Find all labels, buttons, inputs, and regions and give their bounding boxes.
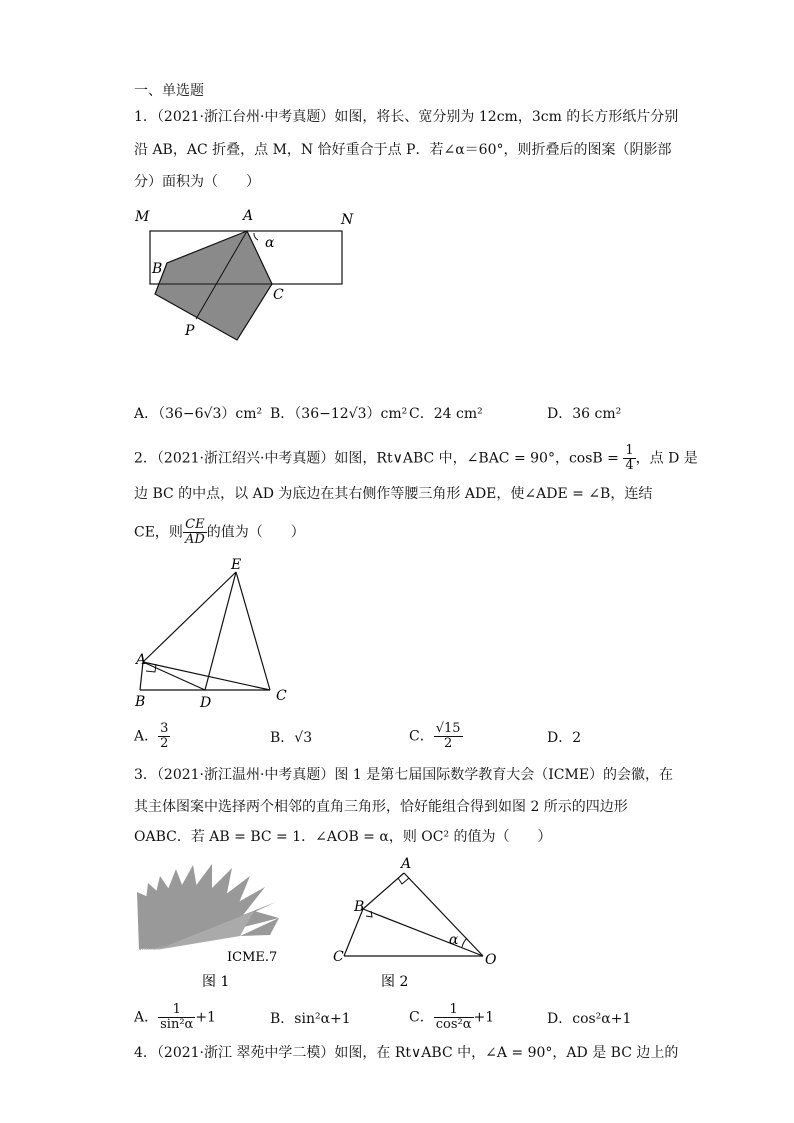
q3-option-a-den: sin²α xyxy=(160,1017,194,1032)
q3-angle-arc xyxy=(462,938,467,947)
q3-option-a-fraction xyxy=(158,1003,195,1032)
q1-label-alpha: α xyxy=(265,235,275,251)
q2-label-C: C xyxy=(276,688,287,704)
q2-label-E: E xyxy=(231,557,242,573)
q2-text-post: 的值为（ ） xyxy=(206,524,305,541)
q3-label-O: O xyxy=(485,952,497,968)
q1-label-C: C xyxy=(273,287,284,303)
q1-option-d: D．36 cm² xyxy=(547,406,622,422)
q2-option-b: B．√3 xyxy=(270,730,313,746)
q2-text-end: ，点 D 是 xyxy=(635,450,698,467)
q2-ratio-den: AD xyxy=(184,532,205,547)
q3-option-a-label: A． xyxy=(134,1009,159,1026)
q3-label-C: C xyxy=(333,949,344,965)
section-title: 一、单选题 xyxy=(134,83,204,99)
q2-text-pre: CE，则 xyxy=(134,524,183,541)
q2-label-D: D xyxy=(200,695,212,711)
q1-option-c: C．24 cm² xyxy=(409,406,483,422)
q2-text-start: 2．（2021·浙江绍兴·中考真题）如图，Rt∨ABC 中，∠BAC = 90°，cosB = xyxy=(134,450,624,467)
q3-option-a xyxy=(134,1003,216,1032)
q2-option-c-label: C． xyxy=(409,728,434,745)
q3-logo-text: ICME.7 xyxy=(227,950,278,965)
q3-text-line3: OABC．若 AB = BC = 1．∠AOB = α，则 OC² 的值为（ ） xyxy=(134,829,552,845)
q3-text-line1: 3．（2021·浙江温州·中考真题）图 1 是第七届国际数学教育大会（ICME）的会徽，在 xyxy=(134,767,674,783)
q3-option-c-label: C． xyxy=(409,1009,434,1026)
q1-label-M: M xyxy=(135,209,150,225)
q3-option-c-den: cos²α xyxy=(435,1017,472,1032)
q2-option-a-num: 3 xyxy=(160,721,169,736)
q1-text-line3: 分）面积为（ ） xyxy=(134,174,260,190)
q3-right-angle-A xyxy=(398,878,409,884)
q3-fig1-caption: 图 1 xyxy=(202,974,230,990)
q2-option-a-label: A． xyxy=(134,728,159,745)
q3-option-c-num: 1 xyxy=(434,1003,474,1018)
q3-option-c xyxy=(409,1003,494,1032)
q4-text-line1: 4．（2021·浙江 翠苑中学二模）如图，在 Rt∨ABC 中，∠A = 90°，AD 是 BC 边上的 xyxy=(134,1045,679,1061)
q2-label-A: A xyxy=(136,652,147,668)
q3-seg-CB xyxy=(344,909,363,956)
q2-ratio-num: CE xyxy=(183,518,207,533)
q3-seg-BO xyxy=(363,909,483,956)
q3-option-a-num: 1 xyxy=(158,1003,195,1018)
q1-option-b: B．（36−12√3）cm² xyxy=(270,406,408,422)
q2-cos-den: 4 xyxy=(625,458,634,473)
q1-label-A: A xyxy=(243,208,254,224)
q2-option-a-den: 2 xyxy=(160,736,169,751)
q3-option-b: B．sin²α+1 xyxy=(270,1011,351,1027)
q2-option-d: D．2 xyxy=(547,730,582,746)
q2-label-B: B xyxy=(135,694,146,710)
q2-option-c-num: √15 xyxy=(435,721,461,736)
q3-label-B: B xyxy=(354,899,365,915)
q1-text-line2: 沿 AB，AC 折叠，点 M，N 恰好重合于点 P．若∠α＝60°，则折叠后的图案（阴影部 xyxy=(134,142,672,158)
q2-cos-num: 1 xyxy=(625,443,634,458)
q1-text-line1: 1．（2021·浙江台州·中考真题）如图，将长、宽分别为 12cm，3cm 的长方形纸片分别 xyxy=(134,109,679,125)
q3-option-c-fraction xyxy=(434,1003,474,1032)
q3-label-A: A xyxy=(401,856,412,872)
q3-option-c-post: +1 xyxy=(473,1009,495,1026)
q3-option-a-post: +1 xyxy=(195,1009,216,1026)
q3-fig2-caption: 图 2 xyxy=(381,974,409,990)
q1-label-N: N xyxy=(341,212,354,228)
q3-text-line2: 其主体图案中选择两个相邻的直角三角形，恰好能组合得到如图 2 所示的四边形 xyxy=(134,799,628,815)
q3-label-alpha: α xyxy=(449,932,459,948)
q2-text-line2: 边 BC 的中点，以 AD 为底边在其右侧作等腰三角形 ADE，使∠ADE = ∠B，连结 xyxy=(134,486,653,502)
q2-option-c-den: 2 xyxy=(443,736,453,751)
q3-option-d: D．cos²α+1 xyxy=(547,1011,632,1027)
q1-option-a: A．（36−6√3）cm² xyxy=(134,406,263,422)
q3-seg-AO xyxy=(404,873,483,956)
q1-label-B: B xyxy=(152,261,163,277)
q1-label-P: P xyxy=(185,323,195,339)
